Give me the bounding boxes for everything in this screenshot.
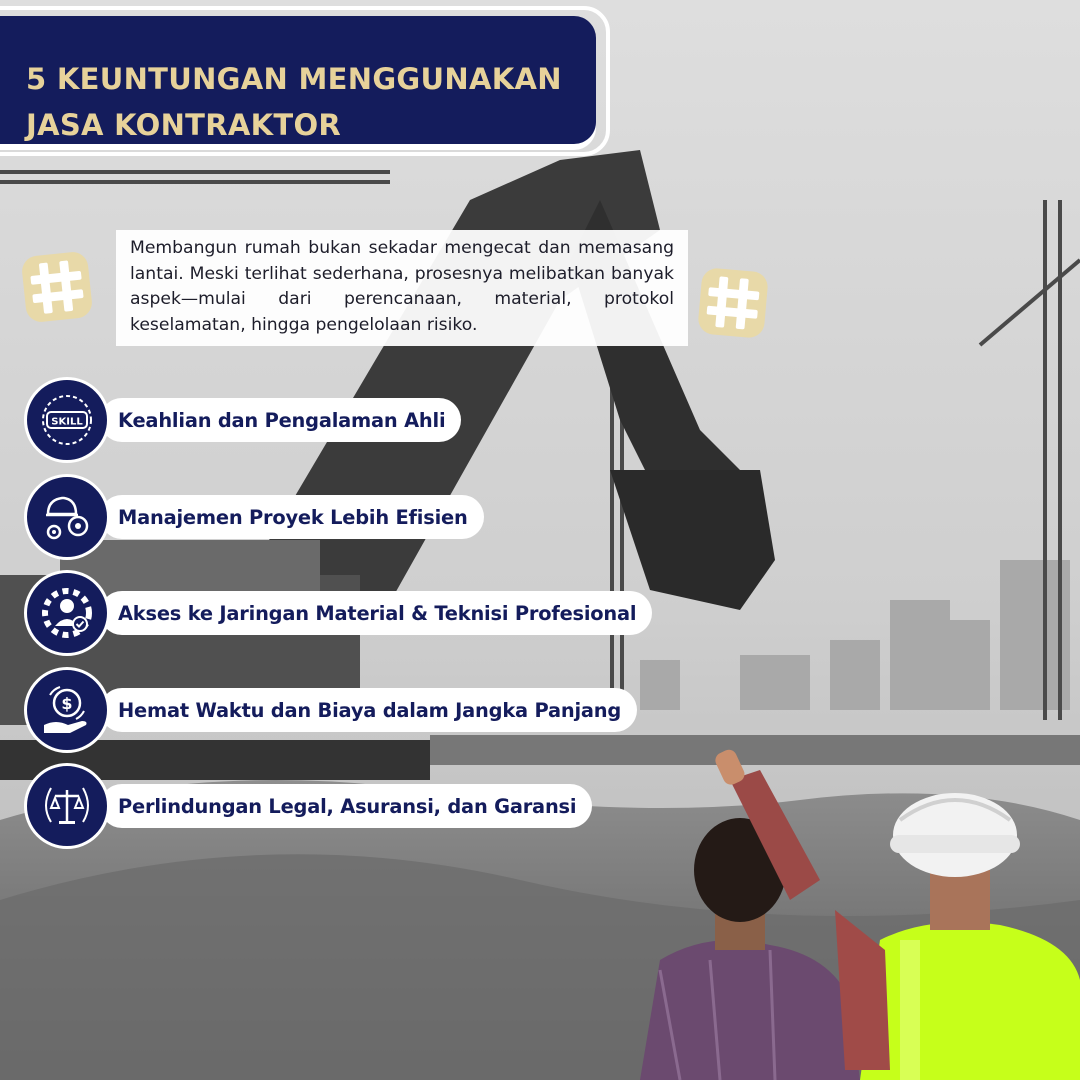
network-icon xyxy=(38,584,96,642)
intro-text: Membangun rumah bukan sekadar mengecat dan memasang lantai. Meski terlihat sederhana, prosesnya melibatkan banyak aspek—mulai dari perencanaan, material, protokol keselamatan, hingga pengelolaan risiko. xyxy=(130,238,674,335)
benefit-icon-circle xyxy=(24,667,110,753)
title-line-1: 5 KEUNTUNGAN MENGGUNAKAN xyxy=(26,62,562,96)
hashtag-icon xyxy=(14,244,100,330)
title-banner xyxy=(0,16,596,144)
money-saving-icon xyxy=(38,681,96,739)
benefit-pill xyxy=(100,398,461,442)
benefit-icon-circle xyxy=(24,474,110,560)
benefit-pill xyxy=(100,688,637,732)
benefit-label: Akses ke Jaringan Material & Teknisi Profesional xyxy=(118,601,637,625)
title-line-2: JASA KONTRAKTOR xyxy=(26,108,342,142)
legal-scale-icon xyxy=(37,776,97,836)
benefit-icon-circle xyxy=(24,763,110,849)
skill-badge-text: SKILL xyxy=(51,416,83,428)
intro-box xyxy=(116,230,688,346)
benefit-pill xyxy=(100,591,652,635)
page-title xyxy=(26,56,586,148)
benefit-icon-circle xyxy=(24,377,110,463)
benefit-label: Perlindungan Legal, Asuransi, dan Garansi xyxy=(118,794,577,818)
benefit-label: Manajemen Proyek Lebih Efisien xyxy=(118,505,468,529)
benefit-label: Hemat Waktu dan Biaya dalam Jangka Panjang xyxy=(118,698,622,722)
svg-text:$: $ xyxy=(61,694,73,713)
skill-icon xyxy=(39,392,95,448)
benefit-label: Keahlian dan Pengalaman Ahli xyxy=(118,408,446,432)
benefit-pill xyxy=(100,495,484,539)
project-management-icon xyxy=(38,488,96,546)
workers-illustration xyxy=(600,740,1080,1080)
benefit-pill xyxy=(100,784,592,828)
hashtag-icon xyxy=(691,261,776,346)
benefit-icon-circle xyxy=(24,570,110,656)
